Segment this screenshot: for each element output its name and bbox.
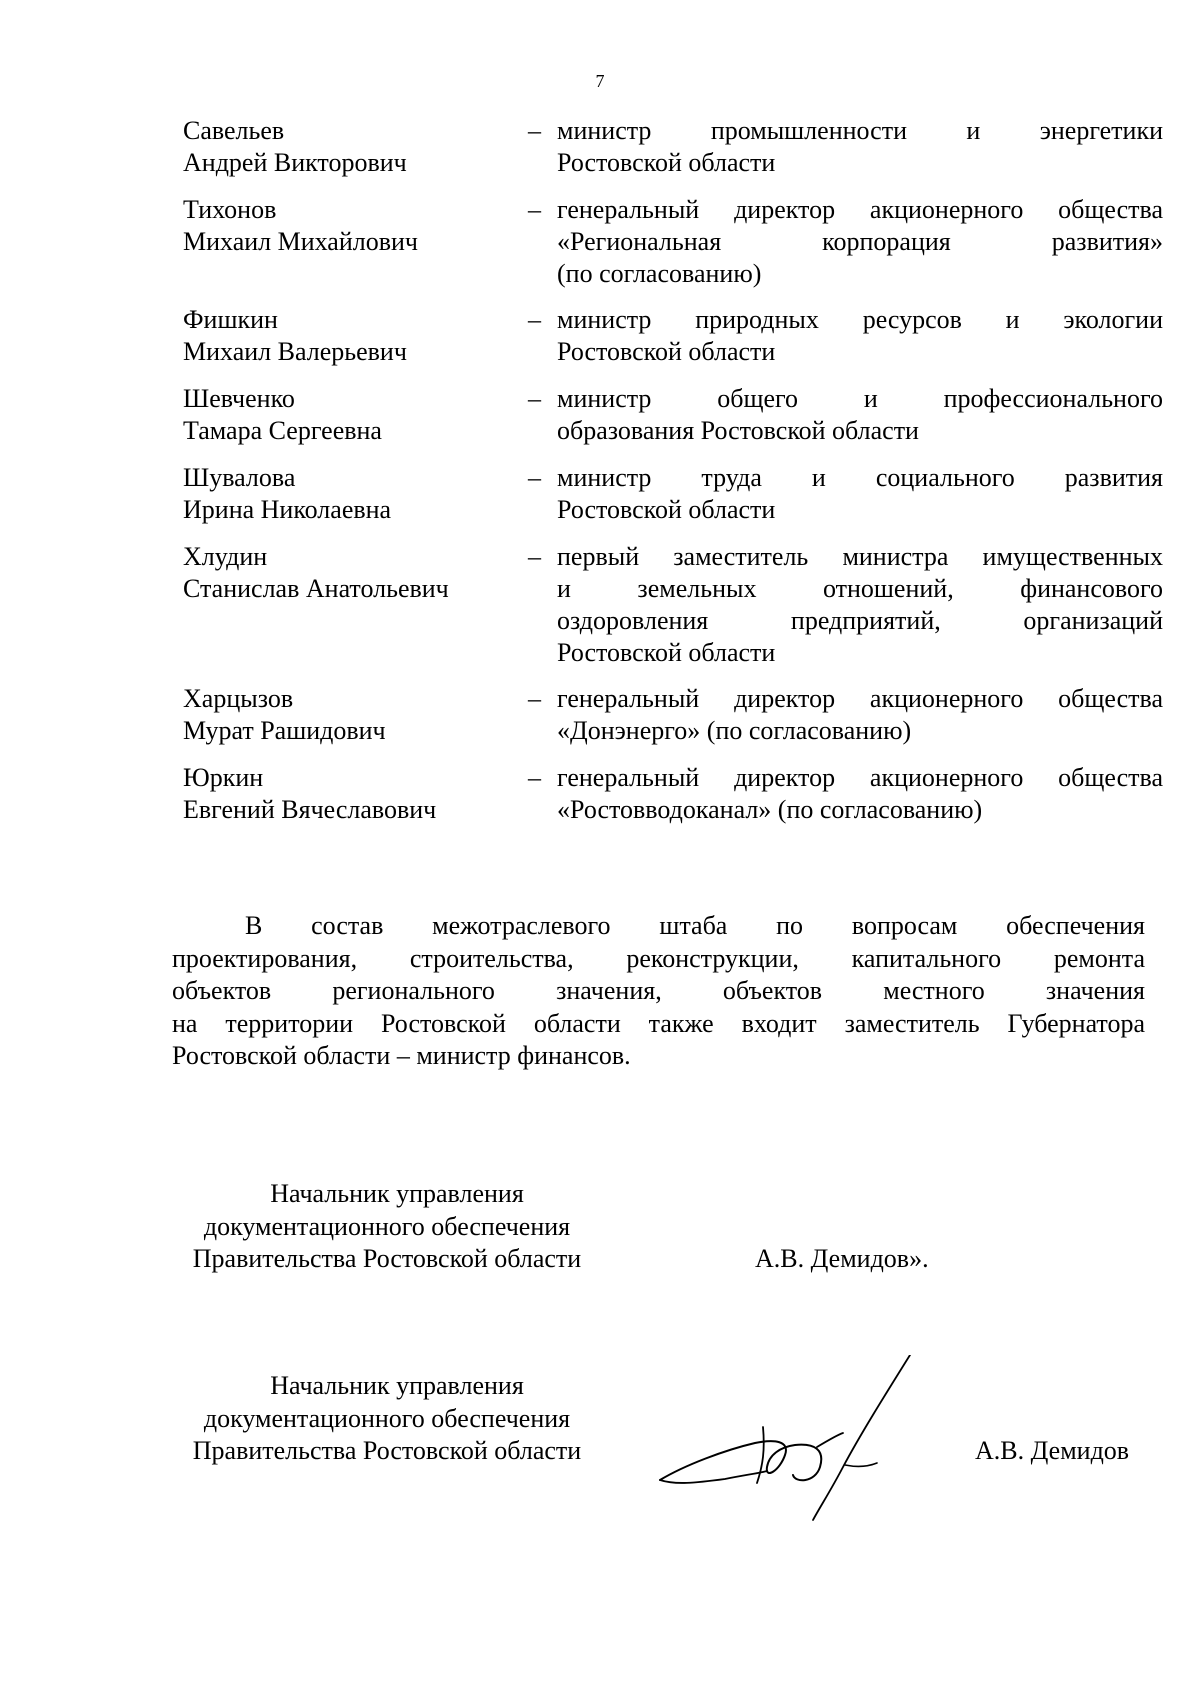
member-given-name: Тамара Сергеевна (183, 416, 382, 445)
title-line: Правительства Ростовской области (192, 1244, 582, 1273)
member-role (557, 194, 1163, 290)
member-name (183, 304, 513, 368)
member-surname: Савельев (183, 116, 285, 145)
dash: – (528, 684, 541, 713)
paragraph-line: объектов регионального значения, объектов местного значения (172, 976, 1145, 1005)
signatory-title (172, 1178, 602, 1276)
role-line: (по согласованию) (557, 259, 762, 288)
page-number: 7 (595, 71, 605, 91)
member-role (557, 683, 1163, 747)
member-surname: Хлудин (183, 542, 268, 571)
member-name (183, 462, 513, 526)
member-name (183, 762, 513, 826)
member-name (183, 683, 513, 747)
member-surname: Тихонов (183, 195, 277, 224)
member-surname: Шевченко (183, 384, 295, 413)
title-line: Правительства Ростовской области (192, 1436, 582, 1465)
member-surname: Харцызов (183, 684, 294, 713)
member-entry (0, 383, 1200, 462)
member-entry (0, 541, 1200, 683)
member-role (557, 115, 1163, 179)
dash: – (528, 116, 541, 145)
role-line: «Региональная корпорация развития» (557, 227, 1163, 256)
dash: – (528, 763, 541, 792)
handwritten-signature (655, 1355, 945, 1525)
dash: – (528, 305, 541, 334)
paragraph-line: Ростовской области – министр финансов. (172, 1041, 631, 1070)
member-name (183, 383, 513, 447)
member-entry (0, 462, 1200, 541)
title-line: документационного обеспечения (203, 1403, 571, 1433)
member-given-name: Андрей Викторович (183, 148, 407, 177)
body-paragraph (172, 910, 1145, 1073)
role-line: министр общего и профессионального (557, 384, 1163, 413)
member-given-name: Михаил Валерьевич (183, 337, 407, 366)
role-line: министр природных ресурсов и экологии (557, 305, 1163, 334)
member-roster (0, 115, 1200, 841)
signatory-title (172, 1370, 602, 1468)
title-line: Начальник управления (270, 1371, 524, 1400)
member-given-name: Михаил Михайлович (183, 227, 419, 256)
title-line: документационного обеспечения (203, 1211, 571, 1241)
member-given-name: Евгений Вячеславович (183, 795, 437, 824)
dash: – (528, 195, 541, 224)
dash: – (528, 463, 541, 492)
signatory-name: А.В. Демидов (975, 1436, 1130, 1465)
role-line: и земельных отношений, финансового (557, 574, 1163, 603)
member-role (557, 762, 1163, 826)
role-line: Ростовской области (557, 148, 776, 177)
paragraph-line: проектирования, строительства, реконструкции, капитального ремонта (172, 943, 1145, 973)
role-line: образования Ростовской области (557, 416, 919, 445)
signatory-name: А.В. Демидов». (755, 1244, 929, 1273)
dash: – (528, 542, 541, 571)
member-role (557, 541, 1163, 669)
member-surname: Шувалова (183, 463, 296, 492)
role-line: оздоровления предприятий, организаций (557, 606, 1163, 635)
paragraph-line: В состав межотраслевого штаба по вопросам обеспечения (245, 911, 1145, 940)
role-line: Ростовской области (557, 337, 776, 366)
role-line: министр промышленности и энергетики (557, 116, 1163, 145)
member-given-name: Мурат Рашидович (183, 716, 386, 745)
role-line: генеральный директор акционерного общества (557, 195, 1163, 224)
role-line: генеральный директор акционерного общества (557, 684, 1163, 713)
member-surname: Фишкин (183, 305, 278, 334)
member-role (557, 462, 1163, 526)
member-entry (0, 762, 1200, 841)
dash: – (528, 384, 541, 413)
member-entry (0, 683, 1200, 762)
role-line: Ростовской области (557, 495, 776, 524)
member-name (183, 194, 513, 258)
member-given-name: Ирина Николаевна (183, 495, 392, 524)
member-entry (0, 115, 1200, 194)
member-surname: Юркин (183, 763, 264, 792)
member-name (183, 541, 513, 605)
role-line: министр труда и социального развития (557, 463, 1163, 492)
member-entry (0, 304, 1200, 383)
title-line: Начальник управления (270, 1179, 524, 1208)
role-line: «Донэнерго» (по согласованию) (557, 716, 912, 745)
member-entry (0, 194, 1200, 304)
role-line: Ростовской области (557, 638, 776, 667)
paragraph-line: на территории Ростовской области также входит заместитель Губернатора (172, 1008, 1145, 1038)
role-line: генеральный директор акционерного общества (557, 763, 1163, 792)
role-line: «Ростовводоканал» (по согласованию) (557, 795, 983, 824)
role-line: первый заместитель министра имущественных (557, 542, 1163, 571)
member-role (557, 304, 1163, 368)
member-given-name: Станислав Анатольевич (183, 574, 449, 603)
member-name (183, 115, 513, 179)
member-role (557, 383, 1163, 447)
